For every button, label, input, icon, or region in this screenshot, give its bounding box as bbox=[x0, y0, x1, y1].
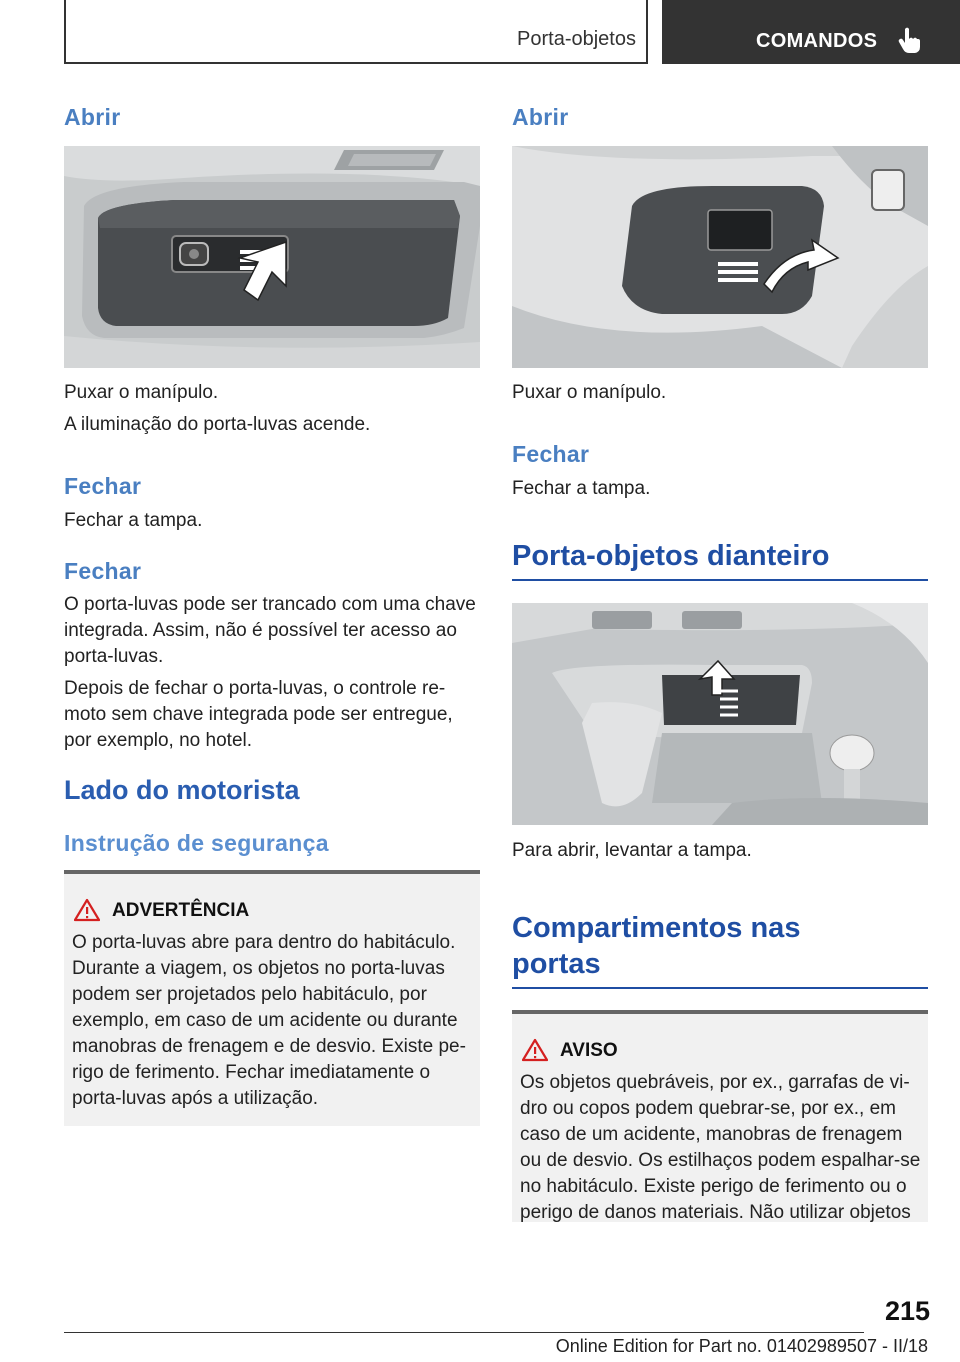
warning-title: ADVERTÊNCIA bbox=[112, 900, 250, 921]
heading-instrucao-seguranca: Instrução de segurança bbox=[64, 830, 329, 856]
chapter-label: COMANDOS bbox=[756, 30, 878, 52]
warning-triangle-icon bbox=[74, 898, 100, 922]
text-trancado-line1: O porta-luvas pode ser trancado com uma chave bbox=[64, 594, 476, 615]
text-para-abrir: Para abrir, levantar a tampa. bbox=[512, 840, 752, 861]
warning-line: rigo de ferimento. Fechar imediatamente o bbox=[72, 1062, 431, 1083]
header-chapter-tab[interactable] bbox=[662, 0, 960, 64]
text-trancado-line3: porta-luvas. bbox=[64, 646, 164, 667]
warning-box bbox=[64, 870, 480, 1126]
text-trancado-line2: integrada. Assim, não é possível ter acesso ao bbox=[64, 620, 457, 641]
heading-rule bbox=[512, 987, 928, 989]
text-puxar-left: Puxar o manípulo. bbox=[64, 382, 219, 403]
heading-porta-objetos-dianteiro: Porta-objetos dianteiro bbox=[512, 540, 830, 572]
heading-fechar-1: Fechar bbox=[64, 473, 142, 499]
text-puxar-right: Puxar o manípulo. bbox=[512, 382, 667, 403]
notice-box bbox=[512, 1010, 928, 1222]
driver-compartment-figure bbox=[512, 146, 928, 368]
text-fechar-tampa-left: Fechar a tampa. bbox=[64, 510, 203, 531]
warning-line: Durante a viagem, os objetos no porta-luvas bbox=[72, 958, 445, 979]
notice-title: AVISO bbox=[560, 1040, 618, 1061]
hand-pointer-icon bbox=[898, 26, 922, 54]
warning-line: O porta-luvas abre para dentro do habitáculo. bbox=[72, 932, 456, 953]
heading-fechar-2: Fechar bbox=[64, 558, 142, 584]
header-separator bbox=[646, 0, 648, 64]
heading-abrir-right: Abrir bbox=[512, 104, 569, 130]
text-fechar-tampa-right: Fechar a tampa. bbox=[512, 478, 651, 499]
glovebox-handle-figure bbox=[64, 146, 480, 368]
notice-line: Os objetos quebráveis, por ex., garrafas de vi- bbox=[520, 1072, 910, 1093]
heading-rule bbox=[512, 579, 928, 581]
text-depois-line2: moto sem chave integrada pode ser entregue, bbox=[64, 704, 453, 725]
warning-line: manobras de frenagem e de desvio. Existe pe- bbox=[72, 1036, 466, 1057]
text-depois-line3: por exemplo, no hotel. bbox=[64, 730, 253, 751]
footer-rule bbox=[64, 1332, 864, 1333]
header-section-title: Porta-objetos bbox=[517, 28, 636, 50]
header-rule bbox=[64, 62, 648, 64]
notice-line: ou de desvio. Os estilhaços podem espalhar-se bbox=[520, 1150, 921, 1171]
warning-line: exemplo, em caso de um acidente ou durante bbox=[72, 1010, 458, 1031]
warning-line: porta-luvas após a utilização. bbox=[72, 1088, 319, 1109]
heading-abrir-left: Abrir bbox=[64, 104, 121, 130]
text-depois-line1: Depois de fechar o porta-luvas, o controle re- bbox=[64, 678, 446, 699]
warning-triangle-icon bbox=[522, 1038, 548, 1062]
heading-lado-motorista: Lado do motorista bbox=[64, 775, 300, 805]
footer-edition: Online Edition for Part no. 01402989507 - II/18 bbox=[555, 1336, 928, 1356]
heading-compartimentos-line2: portas bbox=[512, 948, 601, 980]
notice-line: dro ou copos podem quebrar-se, por ex., em bbox=[520, 1098, 896, 1119]
heading-compartimentos-line1: Compartimentos nas bbox=[512, 912, 801, 944]
header-left-rule bbox=[64, 0, 66, 64]
text-iluminacao: A iluminação do porta-luvas acende. bbox=[64, 414, 371, 435]
front-storage-figure bbox=[512, 603, 928, 825]
notice-line: no habitáculo. Existe perigo de ferimento ou o bbox=[520, 1176, 907, 1197]
page-number: 215 bbox=[884, 1296, 930, 1326]
notice-line: perigo de danos materiais. Não utilizar objetos bbox=[520, 1202, 911, 1223]
notice-line: caso de um acidente, manobras de frenagem bbox=[520, 1124, 903, 1145]
warning-line: podem ser projetados pelo habitáculo, por bbox=[72, 984, 427, 1005]
heading-fechar-right: Fechar bbox=[512, 441, 590, 467]
